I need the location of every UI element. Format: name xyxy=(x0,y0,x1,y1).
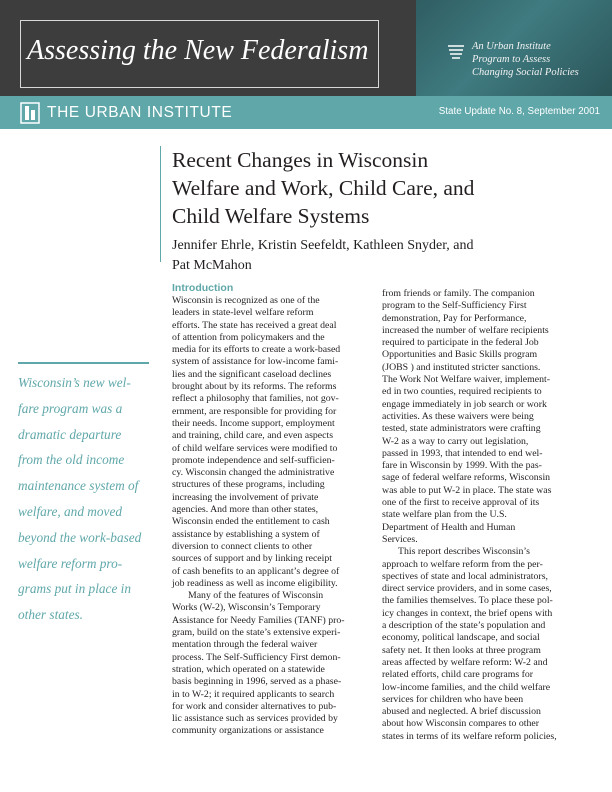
body-line: basis beginning in 1996, served as a phase- xyxy=(172,676,342,688)
body-line: about how Wisconsin compares to other xyxy=(382,718,539,730)
body-line: mentation through the federal waiver xyxy=(172,639,318,651)
article-title xyxy=(172,146,592,230)
body-line: assistance by establishing a system of xyxy=(172,528,320,540)
body-line: cy. Wisconsin changed the administrative xyxy=(172,467,335,479)
pull-quote-line: welfare reform pro- xyxy=(18,555,123,571)
body-line: increasing the involvement of private xyxy=(172,491,319,503)
program-tagline xyxy=(472,40,579,79)
body-line: services for children who have been xyxy=(382,693,524,705)
body-line: economy, political landscape, and social xyxy=(382,632,540,644)
tagline-line: Program to Assess xyxy=(472,54,551,65)
body-line: Assistance for Needy Families (TANF) pro- xyxy=(172,614,345,626)
title-divider xyxy=(160,146,161,262)
body-line: and training, child care, and even aspects xyxy=(172,430,334,442)
pull-quote-line: welfare, and moved xyxy=(18,503,123,519)
body-line: structures of these programs, including xyxy=(172,479,325,491)
title-line: Recent Changes in Wisconsin xyxy=(172,148,429,172)
body-column-left xyxy=(172,295,372,738)
body-line: sources of support and by linking receipt xyxy=(172,553,332,565)
pull-quote-line: beyond the work-based xyxy=(18,529,142,545)
body-line: icy changes in context, the brief opens with xyxy=(382,607,553,619)
body-line: areas affected by welfare reform: W-2 and xyxy=(382,656,548,668)
series-title: Assessing the New Federalism xyxy=(27,35,369,66)
body-line: spectives of state and local administrators, xyxy=(382,570,548,582)
body-line: Many of the features of Wisconsin xyxy=(188,590,324,602)
pull-quote-line: grams put in place in xyxy=(18,581,132,597)
urban-institute-building-icon xyxy=(20,102,40,124)
body-line: the families themselves. To place these pol- xyxy=(382,595,553,607)
body-line: efforts. The state has received a great deal xyxy=(172,319,337,331)
article-authors xyxy=(172,236,592,276)
body-line: (JOBS ) and instituted stricter sanctions. xyxy=(382,361,541,373)
author-line: Jennifer Ehrle, Kristin Seefeldt, Kathleen Snyder, and xyxy=(172,238,474,253)
body-line: media for its efforts to create a work-based xyxy=(172,344,341,356)
body-line: Services. xyxy=(382,533,418,545)
body-line: The Work Not Welfare waiver, implement- xyxy=(382,374,550,386)
body-line: gram, build on the state’s extensive experi- xyxy=(172,627,341,639)
body-line: required to participate in the federal Job xyxy=(382,337,539,349)
body-column-right xyxy=(382,288,587,743)
body-line: agencies. And more than other states, xyxy=(172,504,319,516)
body-line: Opportunities and Basic Skills program xyxy=(382,349,538,361)
body-line: stration, which operated on a statewide xyxy=(172,663,325,675)
body-line: system of assistance for low-income fami- xyxy=(172,356,339,368)
state-update-label: State Update No. 8, September 2001 xyxy=(438,106,600,117)
section-heading-introduction: Introduction xyxy=(172,282,234,294)
body-line: was able to put W-2 in place. The state was xyxy=(382,484,552,496)
institute-name: THE URBAN INSTITUTE xyxy=(47,104,233,121)
body-line: increased the number of welfare recipients xyxy=(382,324,549,336)
body-line: one of the first to receive approval of its xyxy=(382,497,540,509)
tagline-line: An Urban Institute xyxy=(472,41,551,52)
body-line: This report describes Wisconsin’s xyxy=(398,546,530,558)
body-line: W-2 as a way to carry out legislation, xyxy=(382,435,529,447)
body-line: sage of federal welfare reforms, Wisconsin xyxy=(382,472,551,484)
body-line: low-income families, and the child welfare xyxy=(382,681,551,693)
body-line: process. The Self-Sufficiency First demon- xyxy=(172,651,341,663)
pull-quote-line: fare program was a xyxy=(18,400,123,416)
body-line: abused and neglected. A brief discussion xyxy=(382,706,541,718)
body-line: lies and the significant caseload declines xyxy=(172,368,332,380)
pull-quote-line: Wisconsin’s new wel- xyxy=(18,375,131,390)
body-line: of attention from policymakers and the xyxy=(172,331,325,343)
body-line: Works (W-2), Wisconsin’s Temporary xyxy=(172,602,321,614)
body-line: job readiness as well as income eligibility. xyxy=(172,577,338,589)
body-line: from friends or family. The companion xyxy=(382,288,535,299)
body-line: community organizations or assistance xyxy=(172,725,324,737)
pull-quote-line: maintenance system of xyxy=(18,478,139,494)
title-line: Child Welfare Systems xyxy=(172,204,370,228)
body-line: promote independence and self-sufficien- xyxy=(172,454,335,466)
body-line: tested, state administrators were crafting xyxy=(382,423,541,435)
body-line: Department of Health and Human xyxy=(382,521,516,533)
body-line: approach to welfare reform from the per- xyxy=(382,558,543,570)
body-line: demonstration, Pay for Performance, xyxy=(382,312,527,324)
body-line: engage immediately in job search or work xyxy=(382,398,547,410)
body-line: leaders in state-level welfare reform xyxy=(172,307,314,319)
body-line: ernment, are responsible for providing for xyxy=(172,405,337,417)
body-line: of cash benefits to an applicant’s degree of xyxy=(172,565,340,577)
series-title-box xyxy=(20,20,379,88)
body-line: state welfare plan from the U.S. xyxy=(382,509,507,521)
tagline-line: Changing Social Policies xyxy=(472,67,579,78)
body-line: safety net. It then looks at three program xyxy=(382,644,541,656)
pull-quote xyxy=(18,370,158,628)
pull-quote-line: other states. xyxy=(18,607,84,623)
body-line: of child welfare services were modified to xyxy=(172,442,338,454)
body-line: related efforts, child care programs for xyxy=(382,669,534,681)
pull-quote-line: dramatic departure xyxy=(18,426,122,442)
body-line: passed in 1993, that intended to end wel- xyxy=(382,447,543,459)
body-line: reflect a philosophy that families, not gov- xyxy=(172,393,339,405)
body-line: for work and consider alternatives to pub- xyxy=(172,700,337,712)
body-line: program to the Self-Sufficiency First xyxy=(382,300,527,312)
pull-quote-line: from the old income xyxy=(18,452,125,468)
urban-institute-logo-icon xyxy=(446,44,466,62)
body-line: in to W-2; it required applicants to search xyxy=(172,688,335,700)
body-line: states in terms of its welfare reform policies, xyxy=(382,730,557,742)
title-line: Welfare and Work, Child Care, and xyxy=(172,176,475,200)
body-line: a description of the state’s population and xyxy=(382,620,546,632)
body-line: lic assistance such as services provided by xyxy=(172,713,338,725)
body-line: Wisconsin is recognized as one of the xyxy=(172,295,320,306)
body-line: activities. As these waivers were being xyxy=(382,410,534,422)
body-line: Wisconsin ended the entitlement to cash xyxy=(172,516,330,528)
body-line: brought about by its reforms. The reforms xyxy=(172,381,337,393)
author-line: Pat McMahon xyxy=(172,258,252,273)
body-line: direct service providers, and in some cases, xyxy=(382,583,552,595)
body-line: their needs. Income support, employment xyxy=(172,417,335,429)
pull-quote-rule xyxy=(18,362,149,364)
body-line: diversion to connect clients to other xyxy=(172,540,313,552)
body-line: ed in two counties, required recipients to xyxy=(382,386,542,398)
body-line: fare in Wisconsin by 1999. With the pas- xyxy=(382,460,542,472)
